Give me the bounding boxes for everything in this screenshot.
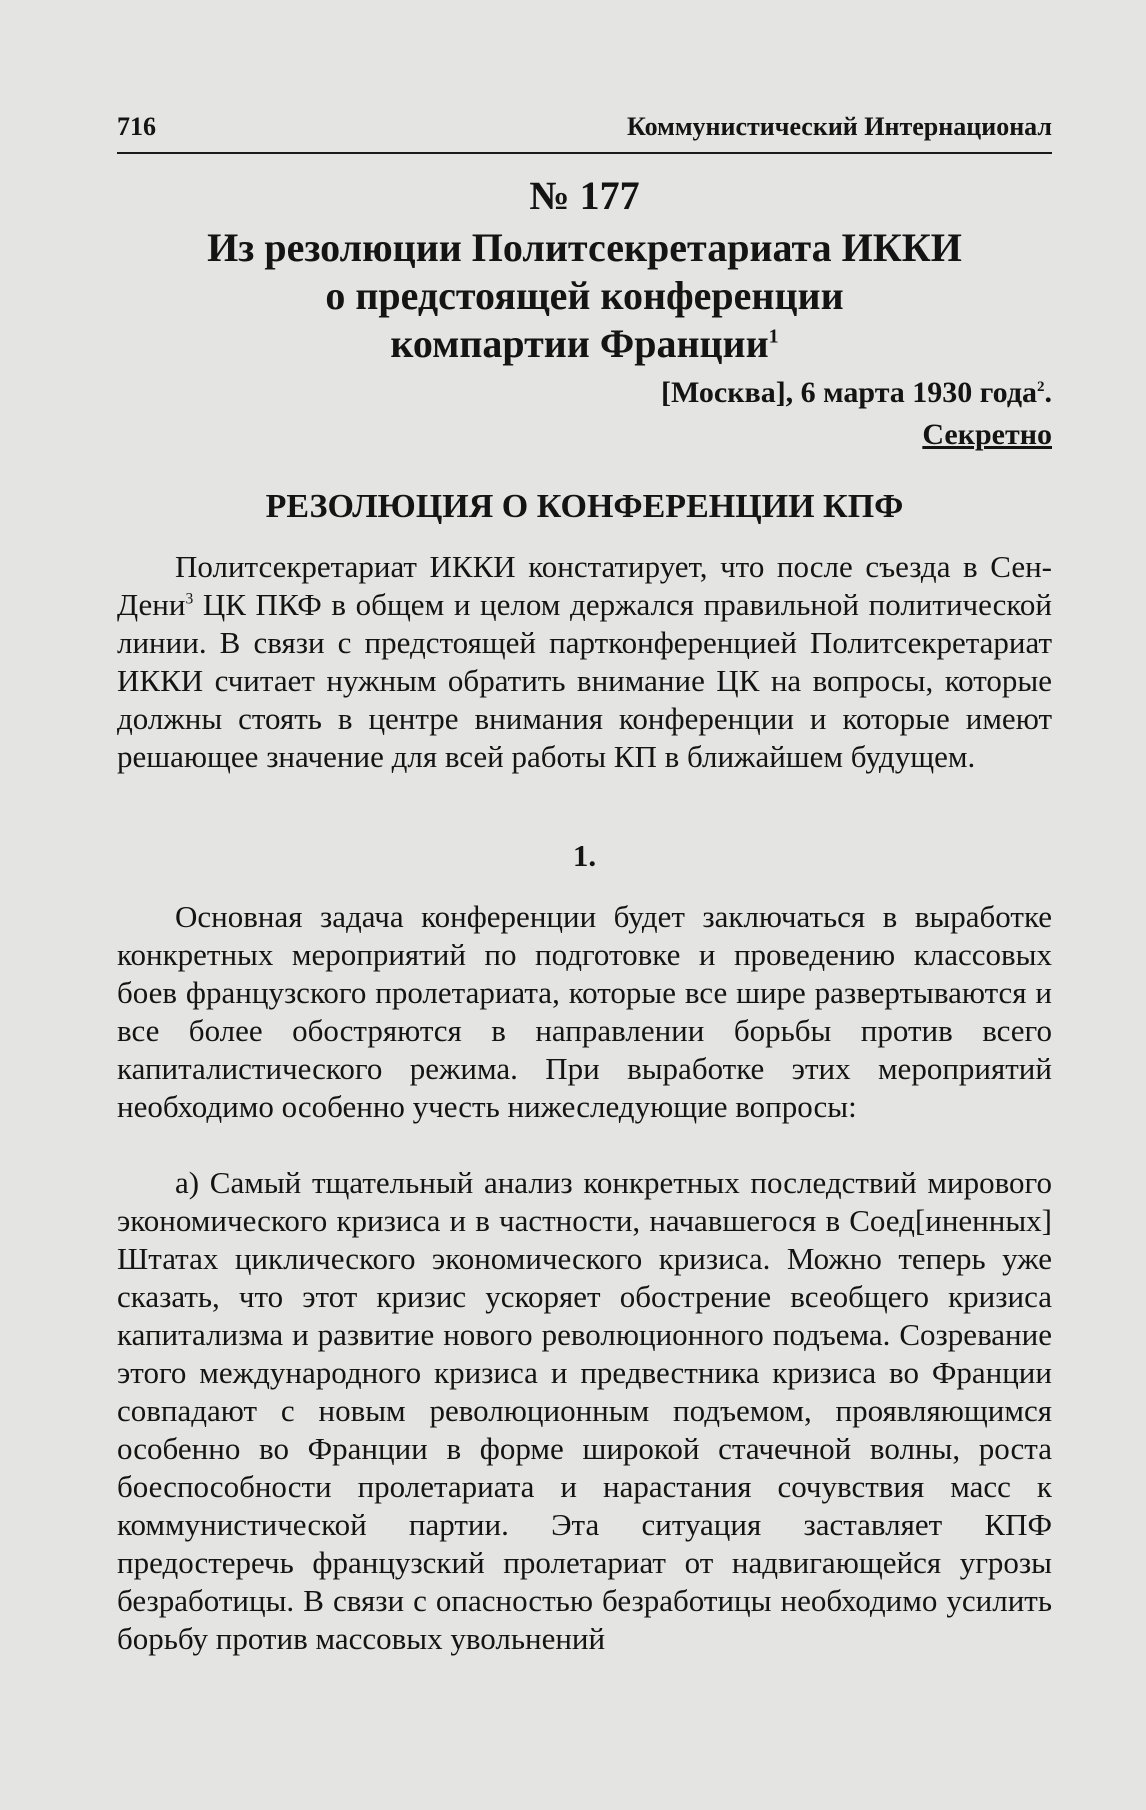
title-line-text: о предстоящей конференции [325,273,844,318]
title-line [117,272,1052,320]
place-date-text: [Москва], 6 марта 1930 года [660,376,1037,409]
page-number: 716 [117,112,156,141]
page-header [117,112,1052,154]
classification-mark: Секретно [922,418,1052,451]
footnote-marker: 2 [1037,379,1045,395]
paragraph-text: ЦК ПКФ в общем и целом держался правильной политической линии. В связи с предстоящей партконференцией Политсекретариат ИККИ считает нужным обратить внимание ЦК на вопросы, которые должны стоять в центре внимания конференции и которые имеют решающее значение для всей работы КП в ближайшем будущем. [117,587,1052,774]
paragraph [117,548,1052,776]
place-and-date [661,376,1052,410]
place-date-end: . [1044,376,1052,409]
part-number: 1. [572,838,597,873]
section-heading: РЕЗОЛЮЦИЯ О КОНФЕРЕНЦИИ КПФ [265,488,904,525]
running-title: Коммунистический Интернационал [627,112,1052,141]
paragraph-text: Политсекретариат ИККИ констатирует, что после съезда в Сен-Дени [117,549,1052,622]
document-title [117,224,1052,368]
document-number: № 177 [529,173,640,218]
title-line-text: компартии Франции [390,321,769,366]
paragraph: а) Самый тщательный анализ конкретных последствий мирового экономического кризиса и в частности, начавшегося в Соед[иненных] Штатах циклического экономического кризиса. Можно теперь уже сказать, что этот кризис ускоряет обострение всеобщего кризиса капитализма и развитие нового революционного подъема. Созревание этого международного кризиса и предвестника кризиса во Франции совпадают с новым революционным подъемом, проявляющимся особенно во Франции в форме широкой стачечной волны, роста боеспособности пролетариата и нарастания сочувствия масс к коммунистической партии. Эта ситуация заставляет КПФ предостеречь французский пролетариат от надвигающейся угрозы безработицы. В связи с опасностью безработицы необходимо усилить борьбу против массовых увольнений [117,1165,1052,1656]
title-line: Из резолюции Политсекретариата ИККИ [207,225,962,270]
paragraph: Основная задача конференции будет заключаться в выработке конкретных мероприятий по подготовке и проведению классовых боев французского пролетариата, которые все шире развертываются и все более обостряются в направлении борьбы против всего капиталистического режима. При выработке этих мероприятий необходимо особенно учесть нижеследующие вопросы: [117,899,1052,1124]
title-line [117,320,1052,368]
footnote-marker: 3 [185,590,194,608]
footnote-marker: 1 [768,325,779,348]
